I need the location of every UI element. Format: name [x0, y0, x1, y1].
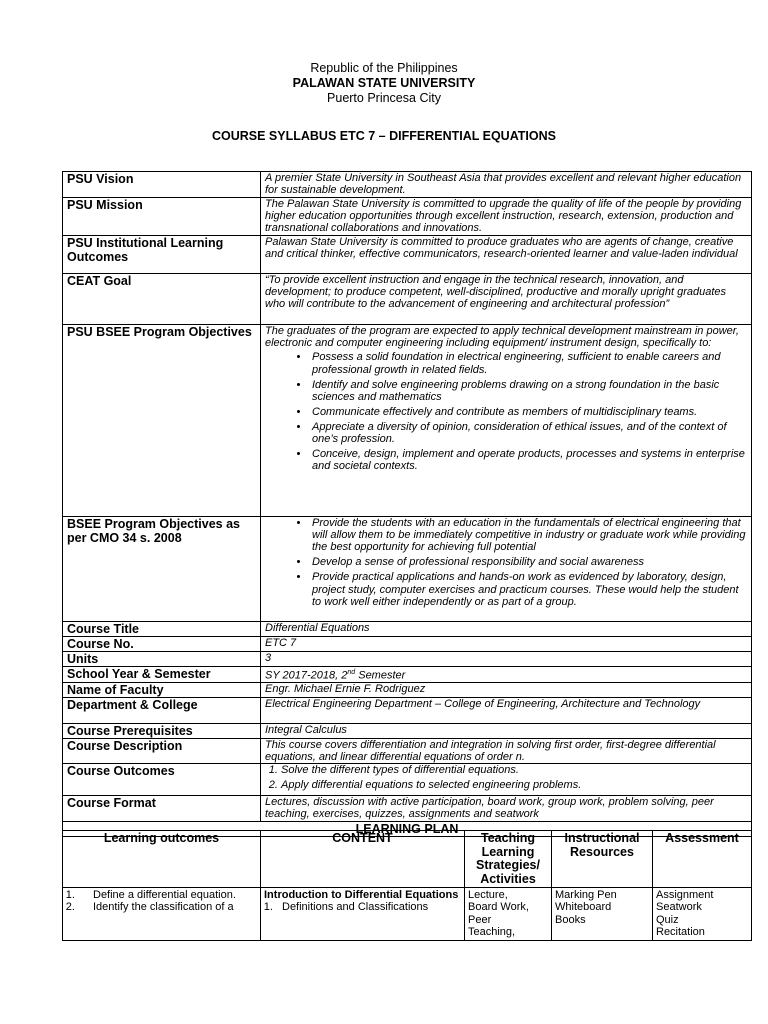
- republic-line: Republic of the Philippines: [310, 61, 458, 75]
- prereq-label: Course Prerequisites: [63, 723, 261, 738]
- format-label: Course Format: [63, 795, 261, 821]
- row-ceat-goal: [63, 274, 752, 325]
- row-cmo-objectives: [63, 517, 752, 622]
- outcomes-cell: [63, 888, 261, 941]
- vision-value: A premier State University in Southeast Asia that provides excellent and relevant higher education for sustainable development.: [261, 172, 752, 198]
- row-vision: [63, 172, 752, 198]
- mission-label: PSU Mission: [63, 198, 261, 236]
- row-psu-bsee-objectives: [63, 325, 752, 517]
- header-assessment: Assessment: [653, 831, 752, 888]
- department-value: Electrical Engineering Department – College of Engineering, Architecture and Technology: [261, 697, 752, 723]
- row-format: [63, 795, 752, 821]
- list-item: • Possess a solid foundation in electrical engineering, sufficient to enable careers and professional growth in related fields.: [310, 351, 747, 375]
- table-row: [63, 888, 752, 941]
- list-item: • Develop a sense of professional responsibility and social awareness: [310, 556, 747, 568]
- row-course-no: [63, 637, 752, 652]
- list-item: 1. Definitions and Classifications: [276, 901, 461, 913]
- resources-cell: [552, 888, 653, 941]
- row-description: [63, 738, 752, 763]
- format-value: Lectures, discussion with active participation, board work, group work, problem solving, peer teaching, exercises, quizzes, assignments and seatwork: [261, 795, 752, 821]
- row-outcomes: [63, 764, 752, 795]
- ceat-label: CEAT Goal: [63, 274, 261, 325]
- description-value: This course covers differentiation and integration in solving first order, first-degree differential equations, and linear differential equations of order n.: [261, 738, 752, 763]
- ceat-value: “To provide excellent instruction and engage in the technical research, innovation, and development; to produce competent, well-disciplined, productive and morally upright graduates who will contribute to the advancement of engineering and architectural profession”: [261, 274, 752, 325]
- header-resources: Instructional Resources: [552, 831, 653, 888]
- content-title: Introduction to Differential Equations: [264, 889, 459, 901]
- list-item: 2. Identify the classification of a: [78, 901, 257, 913]
- assessment-cell: [653, 888, 752, 941]
- ilo-label: PSU Institutional Learning Outcomes: [63, 236, 261, 274]
- outcomes-label: Course Outcomes: [63, 764, 261, 795]
- outcomes-cell-list: [66, 889, 257, 914]
- learning-plan-table: [62, 830, 752, 941]
- content-cell: [261, 888, 465, 941]
- ilo-value: Palawan State University is committed to produce graduates who are agents of change, creative and critical thinker, effective communicators, research-oriented learner and value-laden individual: [261, 236, 752, 274]
- header-outcomes: Learning outcomes: [63, 831, 261, 888]
- row-faculty: [63, 682, 752, 697]
- outcomes-value: [261, 764, 752, 795]
- list-item: • Identify and solve engineering problems drawing on a strong foundation in the basic sciences and mathematics: [310, 379, 747, 403]
- course-title-value: Differential Equations: [261, 622, 752, 637]
- list-item: • Communicate effectively and contribute as members of multidisciplinary teams.: [310, 406, 747, 418]
- row-ilo: [63, 236, 752, 274]
- strategy-line: Peer: [468, 913, 492, 926]
- psu-bsee-intro: The graduates of the program are expected to apply technical development mainstream in power, electronic and computer engineering including equipment/ instrument design, specifically to:: [265, 325, 739, 350]
- list-item: 1. Define a differential equation.: [78, 889, 257, 901]
- faculty-label: Name of Faculty: [63, 682, 261, 697]
- course-no-value: ETC 7: [261, 637, 752, 652]
- content-list: [264, 901, 461, 913]
- outcomes-list: [265, 764, 747, 791]
- cmo-value: [261, 517, 752, 622]
- row-course-title: [63, 622, 752, 637]
- units-value: 3: [261, 652, 752, 667]
- school-year-label: School Year & Semester: [63, 667, 261, 683]
- assessment-line: Seatwork: [656, 901, 702, 914]
- learning-plan-header-row: [63, 831, 752, 888]
- list-item: • Conceive, design, implement and operate products, processes and systems in enterprise and societal contexts.: [310, 448, 747, 472]
- faculty-value: Engr. Michael Ernie F. Rodriguez: [261, 682, 752, 697]
- school-year-main: SY 2017-2018, 2: [265, 669, 348, 682]
- row-school-year: [63, 667, 752, 683]
- course-no-label: Course No.: [63, 637, 261, 652]
- school-year-end: Semester: [355, 669, 406, 682]
- psu-bsee-value: [261, 325, 752, 517]
- strategy-line: Board Work,: [468, 901, 529, 914]
- units-label: Units: [63, 652, 261, 667]
- strategy-line: Teaching,: [468, 926, 516, 939]
- list-item: • Appreciate a diversity of opinion, consideration of ethical issues, and of the context of one’s profession.: [310, 421, 747, 445]
- header-content: CONTENT: [261, 831, 465, 888]
- description-label: Course Description: [63, 738, 261, 763]
- assessment-line: Recitation: [656, 926, 705, 939]
- row-department: [63, 697, 752, 723]
- syllabus-table: [62, 171, 752, 837]
- mission-value: The Palawan State University is committed to upgrade the quality of life of the people by providing higher education opportunities through excellent instruction, research, extension, production and transnational collaborations and innovations.: [261, 198, 752, 236]
- list-item: • Provide the students with an education in the fundamentals of electrical engineering that will allow them to be immediately competitive in industry or graduate work while providing the best opportunity for achieving full potential: [310, 517, 747, 554]
- header-strategies: Teaching Learning Strategies/ Activities: [465, 831, 552, 888]
- list-item: 1. Solve the different types of differential equations.: [281, 764, 747, 776]
- city-line: Puerto Princesa City: [327, 91, 441, 105]
- assessment-line: Quiz: [656, 913, 679, 926]
- assessment-line: Assignment: [656, 889, 714, 901]
- course-title-label: Course Title: [63, 622, 261, 637]
- psu-bsee-list: [265, 351, 747, 472]
- resource-line: Whiteboard: [555, 901, 612, 914]
- learning-plan-title: LEARNING PLAN: [63, 821, 752, 836]
- strategy-line: Lecture,: [468, 889, 508, 901]
- row-prerequisites: [63, 723, 752, 738]
- strategies-cell: [465, 888, 552, 941]
- department-label: Department & College: [63, 697, 261, 723]
- resource-line: Books: [555, 913, 586, 926]
- document-title: COURSE SYLLABUS ETC 7 – DIFFERENTIAL EQUATIONS: [211, 129, 556, 143]
- psu-bsee-label: PSU BSEE Program Objectives: [63, 325, 261, 517]
- cmo-list: [265, 517, 747, 608]
- list-item: 2. Apply differential equations to selected engineering problems.: [281, 779, 747, 791]
- resource-line: Marking Pen: [555, 889, 617, 901]
- row-mission: [63, 198, 752, 236]
- row-units: [63, 652, 752, 667]
- university-name: PALAWAN STATE UNIVERSITY: [292, 76, 476, 90]
- school-year-sup: nd: [347, 669, 356, 676]
- list-item: • Provide practical applications and hands-on work as evidenced by laboratory, design, project study, computer exercises and practicum courses. These would help the student to work well either independently or as part of a group.: [310, 571, 747, 608]
- vision-label: PSU Vision: [63, 172, 261, 198]
- school-year-value: [261, 667, 752, 683]
- prereq-value: Integral Calculus: [261, 723, 752, 738]
- cmo-label: BSEE Program Objectives as per CMO 34 s. 2008: [63, 517, 261, 622]
